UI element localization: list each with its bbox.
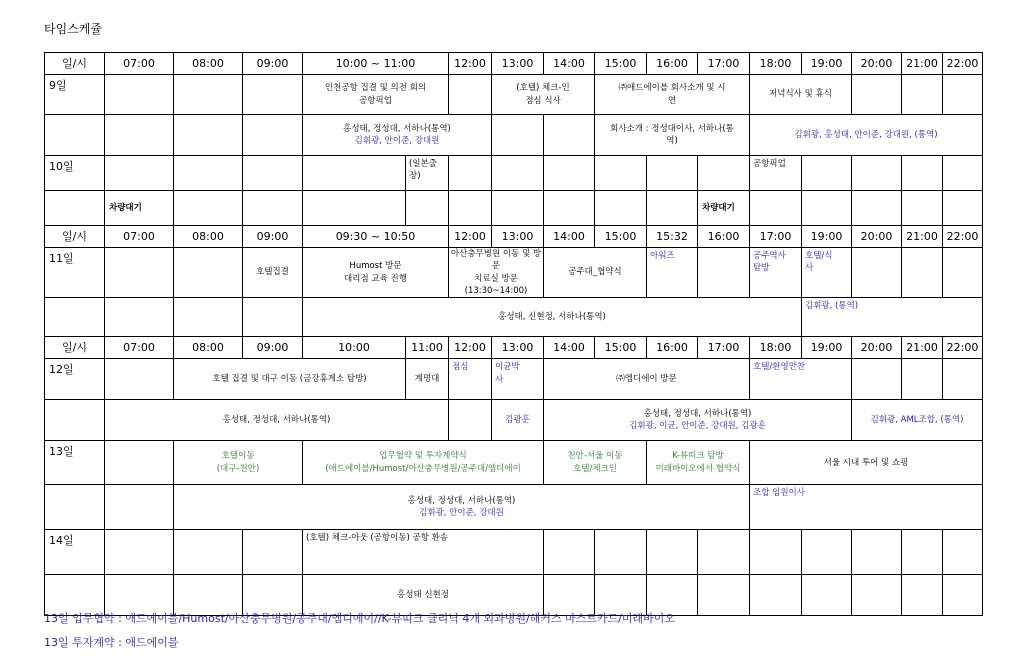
header-cell: 22:00 — [943, 337, 983, 359]
event-cell: 이균박 사 — [492, 359, 544, 400]
header-cell: 일/시 — [45, 337, 105, 359]
participants-cell: 홍성태, 정성대, 서하나(통역) 김휘광, 안이준, 강대원 — [303, 115, 492, 156]
header-cell: 12:00 — [449, 337, 492, 359]
event-cell: (호텔) 체크-인 점심 식사 — [492, 75, 595, 115]
header-row-1 — [45, 53, 983, 75]
participants-cell: 홍성태, 정성대, 서하나(통역) — [105, 400, 449, 441]
event-cell: 공주대_협약식 — [544, 248, 647, 298]
header-cell: 22:00 — [943, 226, 983, 248]
day-14-row-1 — [45, 530, 983, 575]
header-cell: 16:00 — [698, 226, 750, 248]
header-cell: 20:00 — [852, 53, 902, 75]
event-cell: 호텔집결 — [243, 248, 303, 298]
header-cell: 21:00 — [902, 337, 943, 359]
header-cell: 21:00 — [902, 226, 943, 248]
participants-cell: 홍성태, 정성대, 서하나(통역) 김휘광, 안이준, 강대원 — [174, 485, 750, 530]
header-cell: 20:00 — [852, 226, 902, 248]
header-cell: 13:00 — [492, 226, 544, 248]
header-cell: 18:00 — [750, 53, 802, 75]
header-cell: 12:00 — [449, 226, 492, 248]
header-cell: 16:00 — [647, 337, 698, 359]
event-cell: 천안-서울 이동 호텔/체크인 — [544, 441, 647, 485]
event-cell: 호텔/식 사 — [802, 248, 852, 298]
day-label: 12일 — [45, 359, 105, 400]
event-cell: Humost 방문 대리점 교육 진행 — [303, 248, 449, 298]
day-11-row-1 — [45, 248, 983, 298]
header-cell: 07:00 — [105, 226, 174, 248]
header-cell: 일/시 — [45, 53, 105, 75]
day-12-row-1 — [45, 359, 983, 400]
header-cell: 21:00 — [902, 53, 943, 75]
participants-cell: 회사소개 : 정성대이사, 서하나(통 역) — [595, 115, 750, 156]
header-cell: 10:00 — [303, 337, 406, 359]
header-cell: 15:00 — [595, 53, 647, 75]
car-standby-cell: 차량대기 — [105, 191, 174, 226]
day-label: 13일 — [45, 441, 105, 485]
header-cell: 일/시 — [45, 226, 105, 248]
header-cell: 13:00 — [492, 53, 544, 75]
event-cell: ㈜애드에이블 회사소개 및 시 연 — [595, 75, 750, 115]
header-cell: 17:00 — [698, 337, 750, 359]
header-cell: 14:00 — [544, 337, 595, 359]
schedule-table — [44, 52, 983, 616]
header-cell: 20:00 — [852, 337, 902, 359]
header-cell: 15:00 — [595, 337, 647, 359]
header-cell: 19:00 — [802, 53, 852, 75]
event-cell: 아산충무병원 이동 및 방문 치료실 방문(13:30~14:00) — [449, 248, 544, 298]
participants-cell: 홍성태, 신현정, 서하나(통역) — [303, 298, 802, 337]
car-standby-cell: 차량대기 — [698, 191, 750, 226]
event-cell: 서울 시내 투어 및 쇼핑 — [750, 441, 983, 485]
header-cell: 09:00 — [243, 226, 303, 248]
day-11-row-2 — [45, 298, 983, 337]
event-cell: 호텔/환영만찬 — [750, 359, 852, 400]
event-cell: 호텔 집결 및 대구 이동 (금강휴게소 탐방) — [174, 359, 406, 400]
header-cell: 14:00 — [544, 53, 595, 75]
event-cell: (호텔) 체크-아웃 (공항이동) 공항 환송 — [303, 530, 544, 575]
header-cell: 08:00 — [174, 226, 243, 248]
event-cell: 저녁식사 및 휴식 — [750, 75, 852, 115]
header-cell: 09:00 — [243, 53, 303, 75]
header-cell: 12:00 — [449, 53, 492, 75]
day-label: 14일 — [45, 530, 105, 575]
event-cell: K-뷰띠크 탐방 미래바이오에서 협약식 — [647, 441, 750, 485]
header-cell: 13:00 — [492, 337, 544, 359]
header-cell: 07:00 — [105, 53, 174, 75]
event-cell: (일본출장) — [406, 156, 449, 191]
header-row-2 — [45, 226, 983, 248]
day-label: 10일 — [45, 156, 105, 191]
header-cell: 10:00 ~ 11:00 — [303, 53, 449, 75]
event-cell: 업무협약 및 투자계약식 (애드에이블/Humost/아산충무병원/공주대/엠디에이 — [303, 441, 544, 485]
header-cell: 11:00 — [406, 337, 449, 359]
header-cell: 17:00 — [750, 226, 802, 248]
footer-investment-note: 13일 투자계약 : 애드에이블 — [44, 636, 179, 649]
participants-cell: 조합 임원이사 — [750, 485, 983, 530]
event-cell: 호텔이동 (대구-천안) — [174, 441, 303, 485]
header-cell: 16:00 — [647, 53, 698, 75]
header-cell: 22:00 — [943, 53, 983, 75]
day-12-row-2 — [45, 400, 983, 441]
header-cell: 14:00 — [544, 226, 595, 248]
participants-cell: 홍성태 신현정 — [303, 575, 544, 616]
event-cell: ㈜엠디에이 방문 — [544, 359, 750, 400]
participants-cell: 김광훈 — [492, 400, 544, 441]
day-9-row-2 — [45, 115, 983, 156]
participants-cell: 홍성태, 정성대, 서하나(통역) 김휘광, 이균, 안이준, 강대원, 김광훈 — [544, 400, 852, 441]
participants-cell: 김휘광, (통역) — [802, 298, 983, 337]
page-title: 타임스케쥴 — [44, 22, 102, 36]
participants-cell: 김휘광, AML조합, (통역) — [852, 400, 983, 441]
header-cell: 09:00 — [243, 337, 303, 359]
header-row-3 — [45, 337, 983, 359]
event-cell: 공항픽업 — [750, 156, 802, 191]
day-10-row-2 — [45, 191, 983, 226]
header-cell: 19:00 — [802, 226, 852, 248]
event-cell: 공주역사 탐방 — [750, 248, 802, 298]
header-cell: 19:00 — [802, 337, 852, 359]
day-9-row-1 — [45, 75, 983, 115]
footer-agreement-note: 13일 업무협약 : 애드에이블/Humost/아산충무병원/공주대/엠디에이//K-뷰띠크 클리닉 4개 외과병원/해커스 마스트카드/미래바이오 — [44, 612, 676, 625]
participants-cell: 김휘광, 홍성태, 안이준, 강대원, (통역) — [750, 115, 983, 156]
day-label: 11일 — [45, 248, 105, 298]
day-13-row-1 — [45, 441, 983, 485]
header-cell: 07:00 — [105, 337, 174, 359]
event-cell: 아워즈 — [647, 248, 698, 298]
header-cell: 17:00 — [698, 53, 750, 75]
header-cell: 09:30 ~ 10:50 — [303, 226, 449, 248]
event-cell: 계명대 — [406, 359, 449, 400]
header-cell: 15:00 — [595, 226, 647, 248]
day-10-row-1 — [45, 156, 983, 191]
event-cell: 점심 — [449, 359, 492, 400]
event-cell: 인천공항 집결 및 의전 회의 공항픽업 — [303, 75, 449, 115]
header-cell: 18:00 — [750, 337, 802, 359]
header-cell: 15:32 — [647, 226, 698, 248]
day-label: 9일 — [45, 75, 105, 115]
day-13-row-2 — [45, 485, 983, 530]
header-cell: 08:00 — [174, 337, 243, 359]
header-cell: 08:00 — [174, 53, 243, 75]
